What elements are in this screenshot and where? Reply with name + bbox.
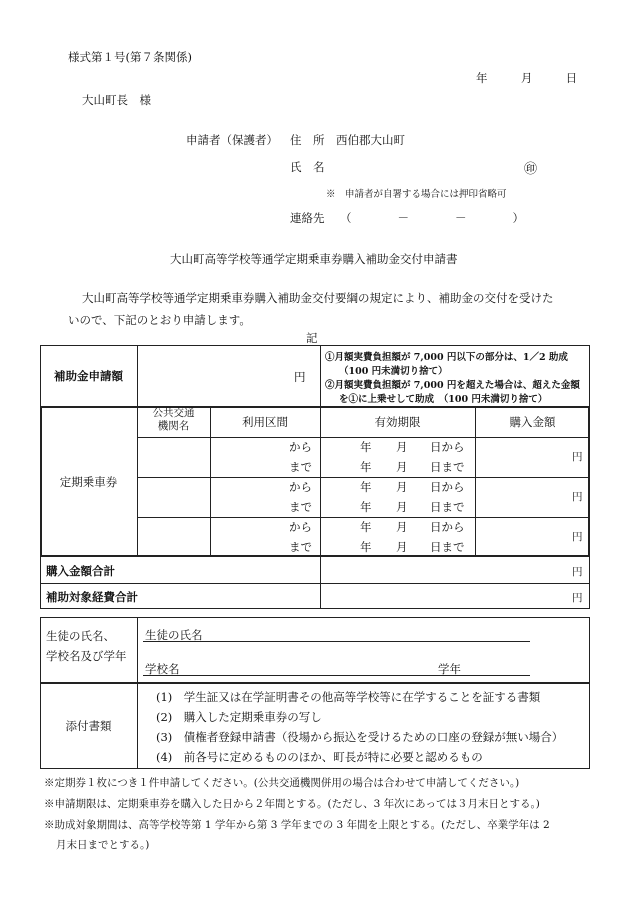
attachment-item: (1) 学生証又は在学証明書その他高等学校等に在学することを証する書類	[156, 690, 541, 704]
total-purchase-row	[40, 556, 590, 584]
rule-1-line-1: ①月額実費負担額が 7,000 円以下の部分は、1／2 助成	[325, 352, 568, 363]
address-label: 住 所	[290, 133, 325, 147]
date-year: 年	[476, 71, 488, 85]
attachment-item: (3) 債権者登録申請書（役場から振込を受けるための口座の登録が無い場合）	[156, 730, 564, 744]
body-line-2: いので、下記のとおり申請します。	[68, 313, 251, 327]
applicant-label: 申請者（保護者）	[186, 133, 278, 147]
validity-year: 年	[360, 440, 372, 454]
validity-day-from: 日から	[430, 440, 465, 454]
validity-year: 年	[360, 540, 372, 554]
col-transport-line-1: 公共交通	[152, 407, 195, 419]
document-title: 大山町高等学校等通学定期乗車券購入補助金交付申請書	[170, 252, 458, 266]
route-to: まで	[289, 500, 312, 514]
contact-label: 連絡先	[290, 211, 325, 225]
validity-day-to: 日まで	[430, 540, 465, 554]
school-name-label: 学校名	[145, 662, 180, 676]
ki-mark: 記	[306, 331, 318, 345]
student-name-label: 生徒の氏名	[145, 628, 203, 642]
validity-month: 月	[396, 520, 408, 534]
attachment-item: (4) 前各号に定めるもののほか、町長が特に必要と認めるもの	[156, 750, 483, 764]
date-month: 月	[520, 71, 533, 85]
attachment-item: (2) 購入した定期乗車券の写し	[156, 710, 322, 724]
col-route: 利用区間	[242, 414, 288, 429]
seal-note: ※ 申請者が自署する場合には押印省略可	[326, 189, 507, 200]
amount-yen: 円	[572, 451, 583, 463]
col-amount: 購入金額	[509, 414, 556, 429]
total-subsidy-label: 補助対象経費合計	[46, 590, 138, 604]
grade-label: 学年	[438, 662, 461, 676]
note-1: ※定期券１枚につき１件申請してください。(公共交通機関併用の場合は合わせて申請してください。)	[44, 777, 520, 789]
pass-label: 定期乗車券	[59, 474, 118, 489]
validity-month: 月	[396, 540, 408, 554]
amount-yen: 円	[572, 491, 583, 503]
addressee: 大山町長 様	[82, 93, 151, 107]
student-name-line	[143, 641, 530, 642]
form-number: 様式第１号(第７条関係)	[68, 50, 192, 64]
rule-1-line-2: （100 円未満切り捨て）	[339, 366, 448, 377]
validity-month: 月	[396, 440, 408, 454]
validity-year: 年	[360, 460, 372, 474]
date-line	[476, 70, 577, 86]
seal-mark: ㊞	[524, 162, 538, 177]
route-from: から	[289, 440, 312, 454]
route-to: まで	[289, 460, 312, 474]
validity-day-to: 日まで	[430, 500, 465, 514]
name-label: 氏 名	[290, 160, 325, 174]
validity-day-from: 日から	[430, 520, 465, 534]
address-value: 西伯郡大山町	[336, 133, 405, 147]
rule-2-line-2: を①に上乗せして助成 （100 円未満切り捨て）	[339, 394, 548, 405]
route-from: から	[289, 480, 312, 494]
col-validity: 有効期限	[374, 414, 421, 429]
subsidy-yen: 円	[294, 370, 306, 384]
total-subsidy-yen: 円	[572, 592, 583, 604]
rule-2-line-1: ②月額実費負担額が 7,000 円を超えた場合は、超えた金額	[325, 380, 580, 391]
student-label-1: 生徒の氏名、	[46, 629, 115, 643]
col-transport-line-2: 機関名	[157, 420, 190, 432]
validity-day-from: 日から	[430, 480, 465, 494]
attachments-label: 添付書類	[65, 719, 112, 733]
note-3b: 月末日までとする。)	[56, 839, 150, 851]
total-purchase-yen: 円	[572, 566, 583, 578]
validity-month: 月	[396, 500, 408, 514]
subsidy-label: 補助金申請額	[54, 369, 123, 383]
validity-year: 年	[360, 480, 372, 494]
route-from: から	[289, 520, 312, 534]
total-purchase-label: 購入金額合計	[46, 564, 115, 578]
validity-day-to: 日まで	[430, 460, 465, 474]
date-day: 日	[565, 71, 578, 85]
validity-year: 年	[360, 520, 372, 534]
body-line-1: 大山町高等学校等通学定期乗車券購入補助金交付要綱の規定により、補助金の交付を受けた	[82, 291, 554, 305]
validity-month: 月	[396, 460, 408, 474]
student-label-2: 学校名及び学年	[46, 649, 127, 663]
school-name-line	[143, 675, 530, 676]
validity-month: 月	[396, 480, 408, 494]
note-3a: ※助成対象期間は、高等学校等第 1 学年から第 3 学年までの 3 年間を上限とする。(ただし、卒業学年は 2	[44, 819, 550, 831]
validity-year: 年	[360, 500, 372, 514]
note-2: ※申請期限は、定期乗車券を購入した日から２年間とする。(ただし、3 年次にあっては３月末日とする。)	[44, 798, 540, 810]
route-to: まで	[289, 540, 312, 554]
col-transport	[137, 407, 210, 433]
amount-yen: 円	[572, 531, 583, 543]
contact-value: （ － － ）	[340, 211, 524, 225]
